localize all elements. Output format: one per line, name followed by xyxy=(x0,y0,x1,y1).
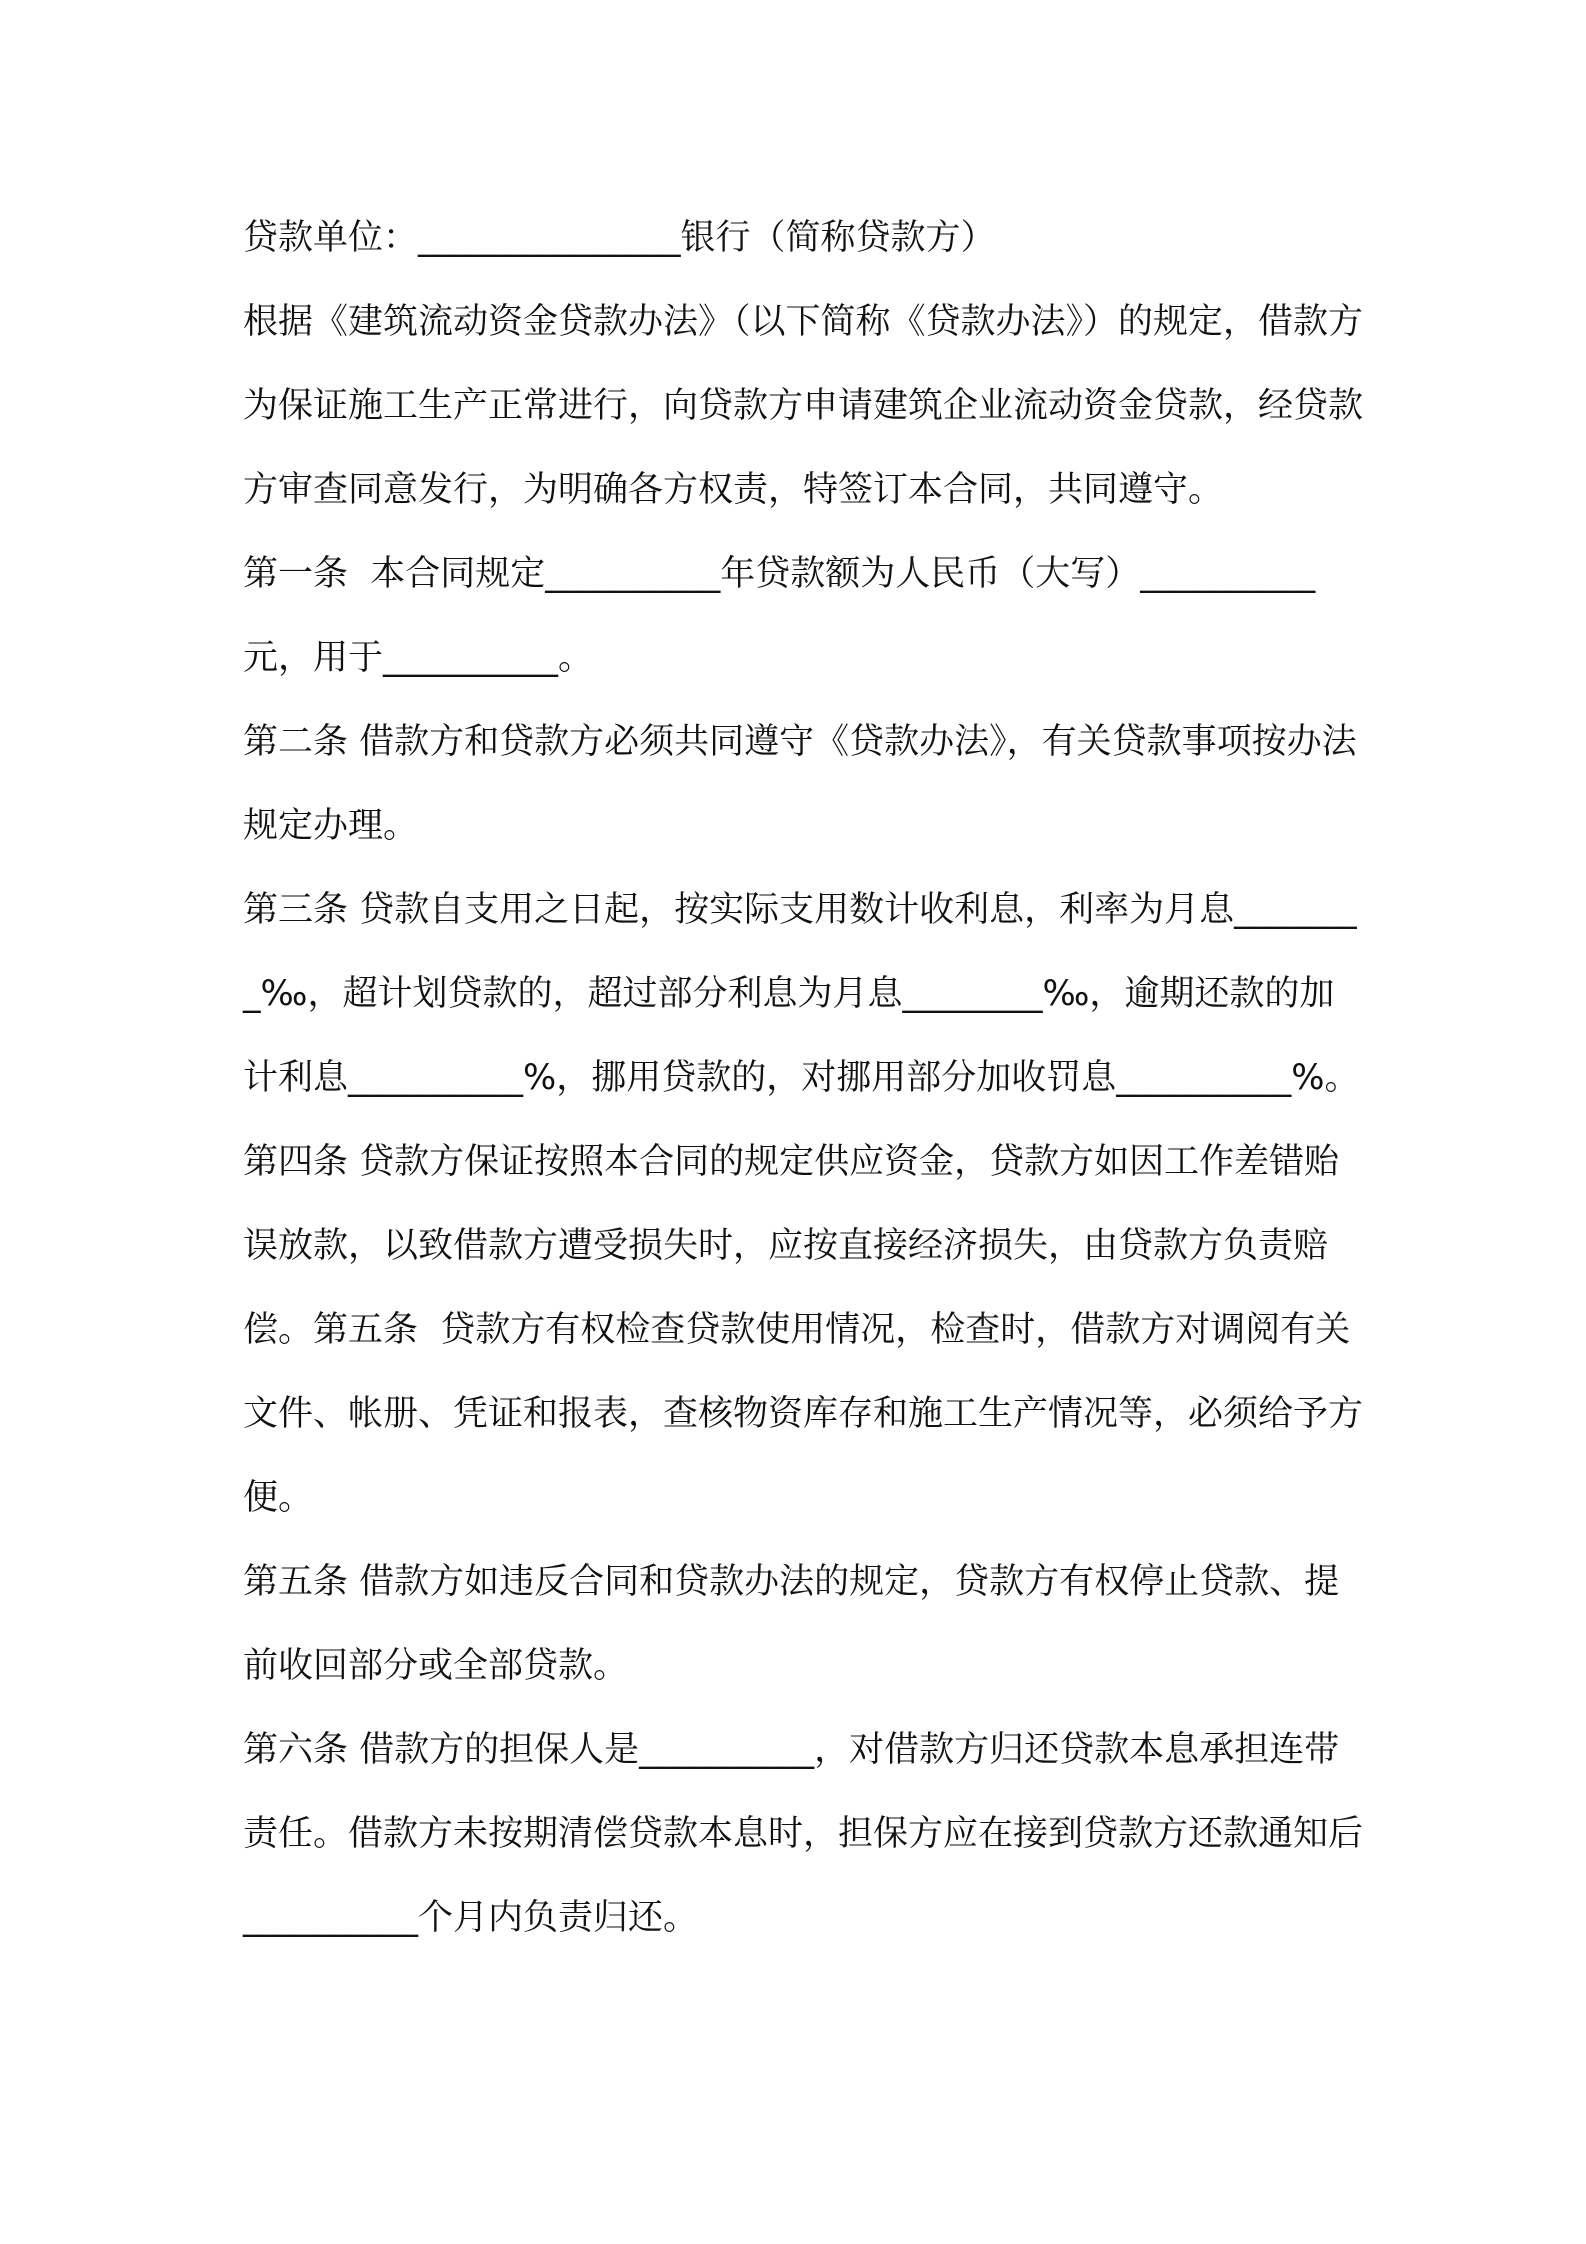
contract-body xyxy=(243,196,1365,1960)
lender-line: 贷款单位：_______________银行（简称贷款方） xyxy=(243,218,996,258)
article-5: 第五条 借款方如违反合同和贷款办法的规定，贷款方有权停止贷款、提前收回部分或全部贷款。 xyxy=(243,1562,1340,1686)
preamble-paragraph: 根据《建筑流动资金贷款办法》（以下简称《贷款办法》）的规定，借款方为保证施工生产正常进行，向贷款方申请建筑企业流动资金贷款，经贷款方审查同意发行，为明确各方权责，特签订本合同，共同遵守。 xyxy=(243,302,1364,510)
article-6: 第六条 借款方的担保人是__________，对借款方归还贷款本息承担连带责任。借款方未按期清偿贷款本息时，担保方应在接到贷款方还款通知后__________个月内负责归还。 xyxy=(243,1730,1364,1938)
article-3: 第三条 贷款自支用之日起，按实际支用数计收利息，利率为月息________‰，超计划贷款的，超过部分利息为月息________‰，逾期还款的加计利息__________%，挪用贷款的，对挪用部分加收罚息__________%。 xyxy=(243,890,1360,1098)
article-2: 第二条 借款方和贷款方必须共同遵守《贷款办法》，有关贷款事项按办法规定办理。 xyxy=(243,722,1357,846)
article-1: 第一条 本合同规定__________年贷款额为人民币（大写）__________元，用于__________。 xyxy=(243,554,1316,678)
article-4: 第四条 贷款方保证按照本合同的规定供应资金，贷款方如因工作差错贻误放款，以致借款方遭受损失时，应按直接经济损失，由贷款方负责赔偿。第五条 贷款方有权检查贷款使用情况，检查时，借款方对调阅有关文件、帐册、凭证和报表，查核物资库存和施工生产情况等，必须给予方便。 xyxy=(243,1142,1364,1518)
